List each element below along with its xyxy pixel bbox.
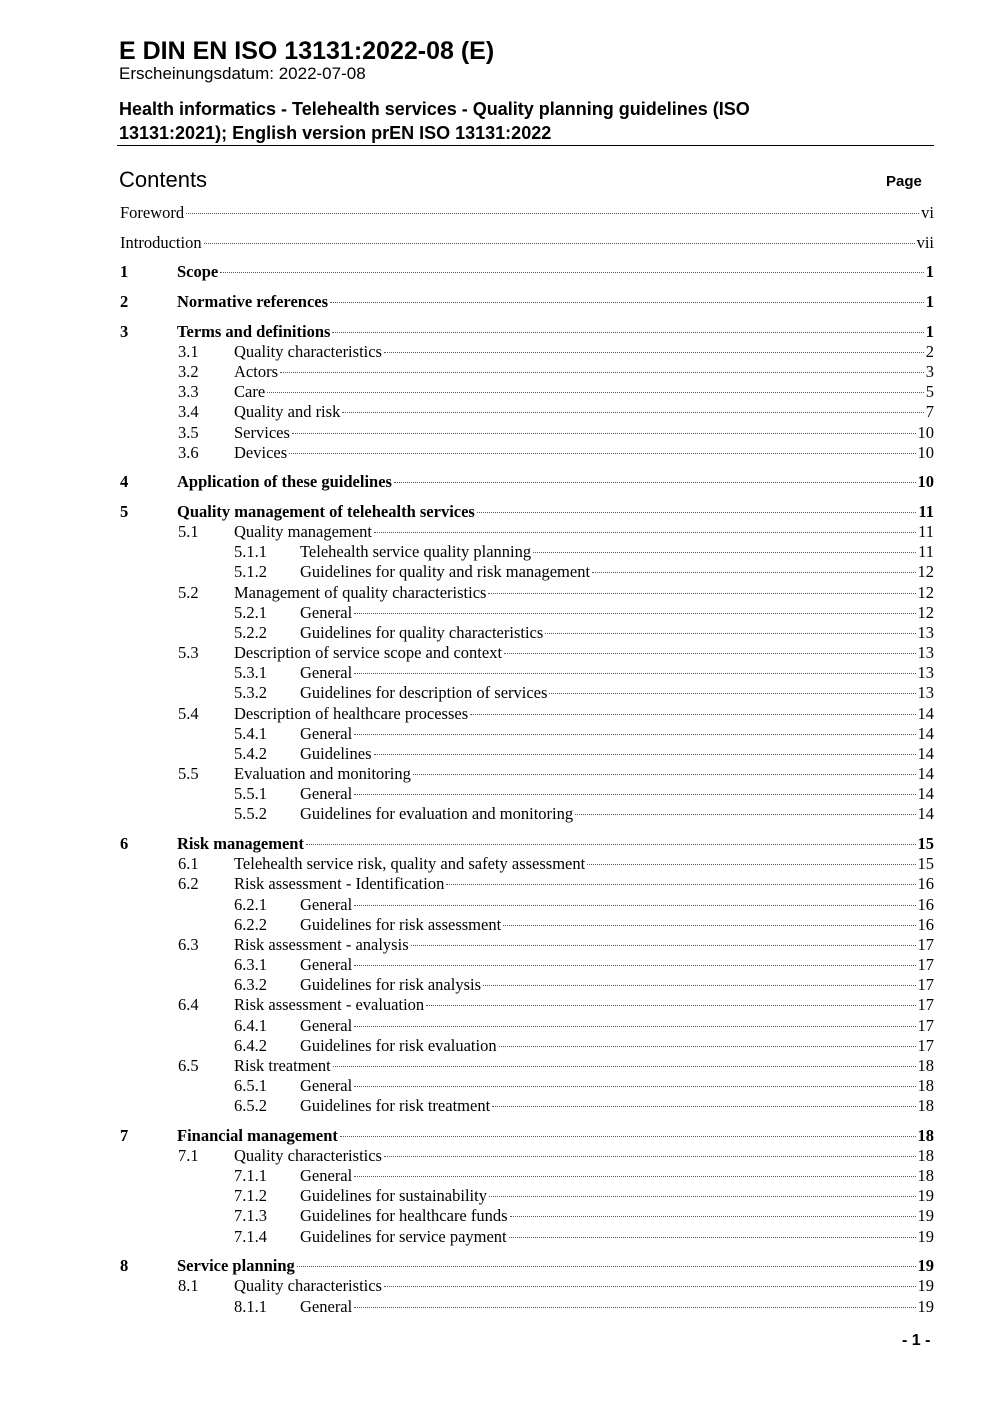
toc-entry-number: 3 xyxy=(120,322,129,341)
toc-entry[interactable] xyxy=(0,603,992,623)
toc-entry[interactable] xyxy=(0,1126,992,1146)
dot-leader xyxy=(575,814,915,815)
toc-entry-title: Risk management xyxy=(177,834,304,853)
toc-entry-title: Guidelines for quality characteristics xyxy=(300,623,544,642)
toc-entry[interactable] xyxy=(0,764,992,784)
toc-entry-number: 3.1 xyxy=(178,342,199,361)
toc-entry-page: 13 xyxy=(917,643,934,662)
toc-entry[interactable] xyxy=(0,804,992,824)
toc-entry-page: 15 xyxy=(917,834,934,853)
toc-entry-page: vi xyxy=(921,203,934,222)
dot-leader xyxy=(533,552,916,553)
dot-leader xyxy=(549,693,915,694)
dot-leader xyxy=(545,633,915,634)
toc-entry-title: Terms and definitions xyxy=(177,322,331,341)
toc-entry[interactable] xyxy=(0,1076,992,1096)
toc-entry-page: 16 xyxy=(917,895,934,914)
page-number: - 1 - xyxy=(902,1332,931,1349)
page-column-heading: Page xyxy=(886,173,922,190)
toc-entry-number: 5.3.2 xyxy=(234,683,267,702)
toc-entry-title: Guidelines for description of services xyxy=(300,683,548,702)
toc-entry-title: Guidelines for risk evaluation xyxy=(300,1036,497,1055)
dot-leader xyxy=(354,734,915,735)
toc-entry-number: 6.3.2 xyxy=(234,975,267,994)
toc-entry[interactable] xyxy=(0,744,992,764)
toc-entry-title: Quality characteristics xyxy=(234,1146,382,1165)
toc-entry-page: 19 xyxy=(917,1206,934,1225)
toc-entry-page: 18 xyxy=(917,1126,934,1145)
dot-leader xyxy=(292,433,916,434)
toc-entry-page: 13 xyxy=(917,663,934,682)
toc-entry-number: 8.1.1 xyxy=(234,1297,267,1316)
dot-leader xyxy=(413,774,916,775)
toc-entry-page: 3 xyxy=(925,362,934,381)
toc-entry[interactable] xyxy=(0,362,992,382)
dot-leader xyxy=(354,965,915,966)
toc-entry[interactable] xyxy=(0,854,992,874)
toc-entry-number: 2 xyxy=(120,292,129,311)
toc-entry[interactable] xyxy=(0,1186,992,1206)
toc-entry-page: 15 xyxy=(917,854,934,873)
toc-entry[interactable] xyxy=(0,895,992,915)
toc-entry[interactable] xyxy=(0,995,992,1015)
dot-leader xyxy=(488,593,915,594)
toc-entry[interactable] xyxy=(0,382,992,402)
toc-entry-page: 11 xyxy=(918,522,934,541)
dot-leader xyxy=(384,1156,916,1157)
toc-entry-title: General xyxy=(300,724,353,743)
dot-leader xyxy=(446,884,915,885)
toc-entry-number: 5.5.2 xyxy=(234,804,267,823)
toc-entry-number: 5.5 xyxy=(178,764,199,783)
toc-entry-title: Description of healthcare processes xyxy=(234,704,469,723)
toc-entry-page: 18 xyxy=(917,1146,934,1165)
toc-entry-page: 14 xyxy=(917,704,934,723)
toc-entry-page: 18 xyxy=(917,1056,934,1075)
toc-entry[interactable] xyxy=(0,704,992,724)
toc-entry-title: General xyxy=(300,663,353,682)
toc-entry-page: 14 xyxy=(917,804,934,823)
toc-entry-number: 3.4 xyxy=(178,402,199,421)
toc-entry-page: 10 xyxy=(917,472,934,491)
dot-leader xyxy=(354,613,915,614)
toc-entry-number: 6.4.2 xyxy=(234,1036,267,1055)
toc-entry-title: Foreword xyxy=(120,203,185,222)
dot-leader xyxy=(489,1196,916,1197)
toc-entry-page: 13 xyxy=(917,623,934,642)
toc-entry-page: 17 xyxy=(917,995,934,1014)
toc-entry-number: 3.3 xyxy=(178,382,199,401)
dot-leader xyxy=(384,352,924,353)
toc-entry-page: 19 xyxy=(917,1297,934,1316)
dot-leader xyxy=(592,572,915,573)
toc-entry-number: 3.6 xyxy=(178,443,199,462)
toc-entry-title: General xyxy=(300,955,353,974)
toc-entry-title: Guidelines for risk treatment xyxy=(300,1096,491,1115)
dot-leader xyxy=(267,392,924,393)
toc-entry[interactable] xyxy=(0,1297,992,1317)
toc-entry-title: Risk assessment - analysis xyxy=(234,935,409,954)
toc-entry-title: Telehealth service quality planning xyxy=(300,542,532,561)
toc-entry-title: Quality management xyxy=(234,522,372,541)
toc-entry-title: Introduction xyxy=(120,233,202,252)
dot-leader xyxy=(477,512,917,513)
dot-leader xyxy=(483,985,915,986)
toc-entry[interactable] xyxy=(0,1036,992,1056)
toc-entry-page: 17 xyxy=(917,1016,934,1035)
toc-entry[interactable] xyxy=(0,542,992,562)
toc-entry-page: 17 xyxy=(917,975,934,994)
toc-entry-page: 14 xyxy=(917,724,934,743)
toc-entry-title: Financial management xyxy=(177,1126,338,1145)
toc-entry-number: 6.3 xyxy=(178,935,199,954)
toc-entry[interactable] xyxy=(0,502,992,522)
toc-entry[interactable] xyxy=(0,1256,992,1276)
toc-entry-number: 5.4.2 xyxy=(234,744,267,763)
dot-leader xyxy=(394,482,916,483)
toc-entry[interactable] xyxy=(0,292,992,312)
toc-entry-number: 7.1.4 xyxy=(234,1227,267,1246)
toc-entry-title: Risk assessment - evaluation xyxy=(234,995,425,1014)
toc-entry-page: 17 xyxy=(917,1036,934,1055)
toc-entry-number: 6.1 xyxy=(178,854,199,873)
toc-entry[interactable] xyxy=(0,935,992,955)
toc-entry[interactable] xyxy=(0,643,992,663)
toc-entry-page: 19 xyxy=(917,1276,934,1295)
toc-entry-number: 3.2 xyxy=(178,362,199,381)
toc-entry[interactable] xyxy=(0,975,992,995)
dot-leader xyxy=(509,1237,916,1238)
toc-entry-number: 5.4.1 xyxy=(234,724,267,743)
toc-entry-page: 14 xyxy=(917,764,934,783)
toc-entry-number: 3.5 xyxy=(178,423,199,442)
toc-entry-number: 5.1 xyxy=(178,522,199,541)
toc-entry[interactable] xyxy=(0,955,992,975)
toc-entry-title: Quality characteristics xyxy=(234,342,382,361)
toc-entry-page: 2 xyxy=(925,342,934,361)
toc-entry-title: General xyxy=(300,603,353,622)
toc-entry-number: 5.1.2 xyxy=(234,562,267,581)
subtitle-line-2: 13131:2021); English version prEN ISO 13131:2022 xyxy=(119,123,552,143)
toc-entry-number: 7.1.1 xyxy=(234,1166,267,1185)
toc-entry-title: Normative references xyxy=(177,292,329,311)
toc-entry-title: Quality and risk xyxy=(234,402,341,421)
toc-entry-title: General xyxy=(300,1297,353,1316)
toc-entry-title: General xyxy=(300,784,353,803)
dot-leader xyxy=(354,794,915,795)
toc-entry[interactable] xyxy=(0,1096,992,1116)
toc-entry-title: Devices xyxy=(234,443,288,462)
toc-entry[interactable] xyxy=(0,262,992,282)
toc-entry-number: 8.1 xyxy=(178,1276,199,1295)
toc-entry[interactable] xyxy=(0,322,992,342)
dot-leader xyxy=(374,754,916,755)
toc-entry-page: 1 xyxy=(925,262,934,281)
toc-entry[interactable] xyxy=(0,342,992,362)
toc-entry[interactable] xyxy=(0,472,992,492)
dot-leader xyxy=(332,332,923,333)
toc-entry[interactable] xyxy=(0,874,992,894)
toc-entry-page: 10 xyxy=(917,443,934,462)
toc-entry[interactable] xyxy=(0,562,992,582)
toc-entry[interactable] xyxy=(0,1146,992,1166)
toc-entry[interactable] xyxy=(0,1166,992,1186)
toc-entry-title: Application of these guidelines xyxy=(177,472,392,491)
dot-leader xyxy=(354,1307,915,1308)
document-title: E DIN EN ISO 13131:2022-08 (E) xyxy=(119,37,495,65)
toc-entry[interactable] xyxy=(0,1227,992,1247)
toc-entry-title: General xyxy=(300,1016,353,1035)
toc-entry-title: Services xyxy=(234,423,290,442)
toc-entry-title: Guidelines for risk analysis xyxy=(300,975,482,994)
toc-entry-title: Care xyxy=(234,382,266,401)
toc-entry-page: 11 xyxy=(918,542,934,561)
toc-entry[interactable] xyxy=(0,1016,992,1036)
contents-heading: Contents xyxy=(119,167,208,192)
toc-entry-title: Description of service scope and context xyxy=(234,643,503,662)
dot-leader xyxy=(503,925,915,926)
toc-entry-page: 5 xyxy=(925,382,934,401)
toc-entry-page: 11 xyxy=(918,502,934,521)
toc-entry[interactable] xyxy=(0,522,992,542)
dot-leader xyxy=(220,272,924,273)
toc-entry-number: 6.5.1 xyxy=(234,1076,267,1095)
toc-entry-page: 12 xyxy=(917,603,934,622)
toc-entry[interactable] xyxy=(0,784,992,804)
toc-entry[interactable] xyxy=(0,663,992,683)
toc-entry-title: Telehealth service risk, quality and safety assessment xyxy=(234,854,586,873)
dot-leader xyxy=(340,1136,916,1137)
toc-entry-number: 6 xyxy=(120,834,129,853)
toc-entry-number: 1 xyxy=(120,262,129,281)
toc-entry-page: vii xyxy=(916,233,934,252)
toc-entry-title: General xyxy=(300,1166,353,1185)
toc-entry-page: 1 xyxy=(925,322,934,341)
dot-leader xyxy=(499,1046,916,1047)
toc-entry-number: 6.2 xyxy=(178,874,199,893)
toc-entry-number: 5 xyxy=(120,502,129,521)
publication-date: Erscheinungsdatum: 2022-07-08 xyxy=(119,64,366,83)
toc-entry-number: 6.2.1 xyxy=(234,895,267,914)
toc-entry-page: 19 xyxy=(917,1227,934,1246)
toc-entry-page: 18 xyxy=(917,1166,934,1185)
toc-entry-page: 16 xyxy=(917,874,934,893)
dot-leader xyxy=(342,412,923,413)
dot-leader xyxy=(186,213,919,214)
toc-entry-title: Guidelines for healthcare funds xyxy=(300,1206,508,1225)
toc-entry-number: 5.2.1 xyxy=(234,603,267,622)
toc-entry[interactable] xyxy=(0,423,992,443)
dot-leader xyxy=(510,1216,916,1217)
toc-entry-number: 5.2 xyxy=(178,583,199,602)
toc-entry-page: 17 xyxy=(917,935,934,954)
toc-entry-title: Guidelines for risk assessment xyxy=(300,915,502,934)
toc-entry-title: Evaluation and monitoring xyxy=(234,764,411,783)
toc-entry-number: 5.4 xyxy=(178,704,199,723)
toc-entry-page: 12 xyxy=(917,562,934,581)
toc-entry-number: 7 xyxy=(120,1126,129,1145)
toc-entry-title: Risk treatment xyxy=(234,1056,331,1075)
toc-entry-title: General xyxy=(300,895,353,914)
toc-entry-page: 19 xyxy=(917,1186,934,1205)
dot-leader xyxy=(587,864,915,865)
toc-entry-number: 6.3.1 xyxy=(234,955,267,974)
dot-leader xyxy=(330,302,924,303)
toc-entry-number: 5.2.2 xyxy=(234,623,267,642)
toc-entry-number: 5.3.1 xyxy=(234,663,267,682)
toc-entry-page: 17 xyxy=(917,955,934,974)
dot-leader xyxy=(354,1086,915,1087)
toc-entry-title: Quality characteristics xyxy=(234,1276,382,1295)
dot-leader xyxy=(426,1005,915,1006)
dot-leader xyxy=(297,1266,916,1267)
toc-entry[interactable] xyxy=(0,834,992,854)
dot-leader xyxy=(306,844,916,845)
toc-entry-page: 19 xyxy=(917,1256,934,1275)
toc-entry-page: 18 xyxy=(917,1076,934,1095)
toc-entry-title: Guidelines for sustainability xyxy=(300,1186,487,1205)
toc-entry-number: 7.1.2 xyxy=(234,1186,267,1205)
toc-entry[interactable] xyxy=(0,683,992,703)
toc-entry-page: 1 xyxy=(925,292,934,311)
toc-entry[interactable] xyxy=(0,1276,992,1296)
toc-entry-title: Service planning xyxy=(177,1256,295,1275)
toc-entry[interactable] xyxy=(0,915,992,935)
toc-entry-number: 7.1.3 xyxy=(234,1206,267,1225)
dot-leader xyxy=(280,372,924,373)
toc-entry-title: Risk assessment - Identification xyxy=(234,874,445,893)
toc-entry[interactable] xyxy=(0,583,992,603)
dot-leader xyxy=(504,653,915,654)
toc-entry-title: Actors xyxy=(234,362,278,381)
toc-entry[interactable] xyxy=(0,203,992,223)
toc-entry[interactable] xyxy=(0,443,992,463)
toc-entry[interactable] xyxy=(0,724,992,744)
toc-entry-page: 7 xyxy=(925,402,934,421)
toc-entry-number: 6.4.1 xyxy=(234,1016,267,1035)
toc-entry-page: 14 xyxy=(917,784,934,803)
dot-leader xyxy=(289,453,915,454)
toc-entry-number: 5.1.1 xyxy=(234,542,267,561)
dot-leader xyxy=(354,1026,915,1027)
dot-leader xyxy=(354,1176,915,1177)
subtitle-line-1: Health informatics - Telehealth services - Quality planning guidelines (ISO xyxy=(119,99,750,119)
toc-entry-title: Guidelines for evaluation and monitoring xyxy=(300,804,574,823)
dot-leader xyxy=(411,945,916,946)
dot-leader xyxy=(384,1286,916,1287)
dot-leader xyxy=(333,1066,916,1067)
toc-entry[interactable] xyxy=(0,1206,992,1226)
toc-entry-title: Guidelines for service payment xyxy=(300,1227,507,1246)
toc-entry-number: 4 xyxy=(120,472,129,491)
toc-entry-title: Management of quality characteristics xyxy=(234,583,487,602)
toc-entry-title: Quality management of telehealth services xyxy=(177,502,475,521)
dot-leader xyxy=(470,714,915,715)
toc-entry-number: 8 xyxy=(120,1256,129,1275)
toc-entry-page: 10 xyxy=(917,423,934,442)
toc-entry-page: 12 xyxy=(917,583,934,602)
toc-entry-page: 18 xyxy=(917,1096,934,1115)
toc-entry-number: 6.4 xyxy=(178,995,199,1014)
toc-entry-number: 6.5 xyxy=(178,1056,199,1075)
toc-entry-number: 5.5.1 xyxy=(234,784,267,803)
dot-leader xyxy=(492,1106,915,1107)
toc-entry[interactable] xyxy=(0,623,992,643)
toc-entry[interactable] xyxy=(0,402,992,422)
toc-entry-number: 5.3 xyxy=(178,643,199,662)
toc-entry-number: 6.5.2 xyxy=(234,1096,267,1115)
toc-entry[interactable] xyxy=(0,233,992,253)
dot-leader xyxy=(354,673,915,674)
toc-entry-number: 6.2.2 xyxy=(234,915,267,934)
toc-entry-title: Guidelines xyxy=(300,744,372,763)
toc-entry-page: 14 xyxy=(917,744,934,763)
dot-leader xyxy=(204,243,915,244)
dot-leader xyxy=(354,905,915,906)
toc-entry-page: 16 xyxy=(917,915,934,934)
toc-entry-page: 13 xyxy=(917,683,934,702)
toc-entry-title: Scope xyxy=(177,262,219,281)
toc-entry-title: General xyxy=(300,1076,353,1095)
toc-entry[interactable] xyxy=(0,1056,992,1076)
toc-entry-title: Guidelines for quality and risk management xyxy=(300,562,591,581)
toc-entry-number: 7.1 xyxy=(178,1146,199,1165)
dot-leader xyxy=(374,532,916,533)
